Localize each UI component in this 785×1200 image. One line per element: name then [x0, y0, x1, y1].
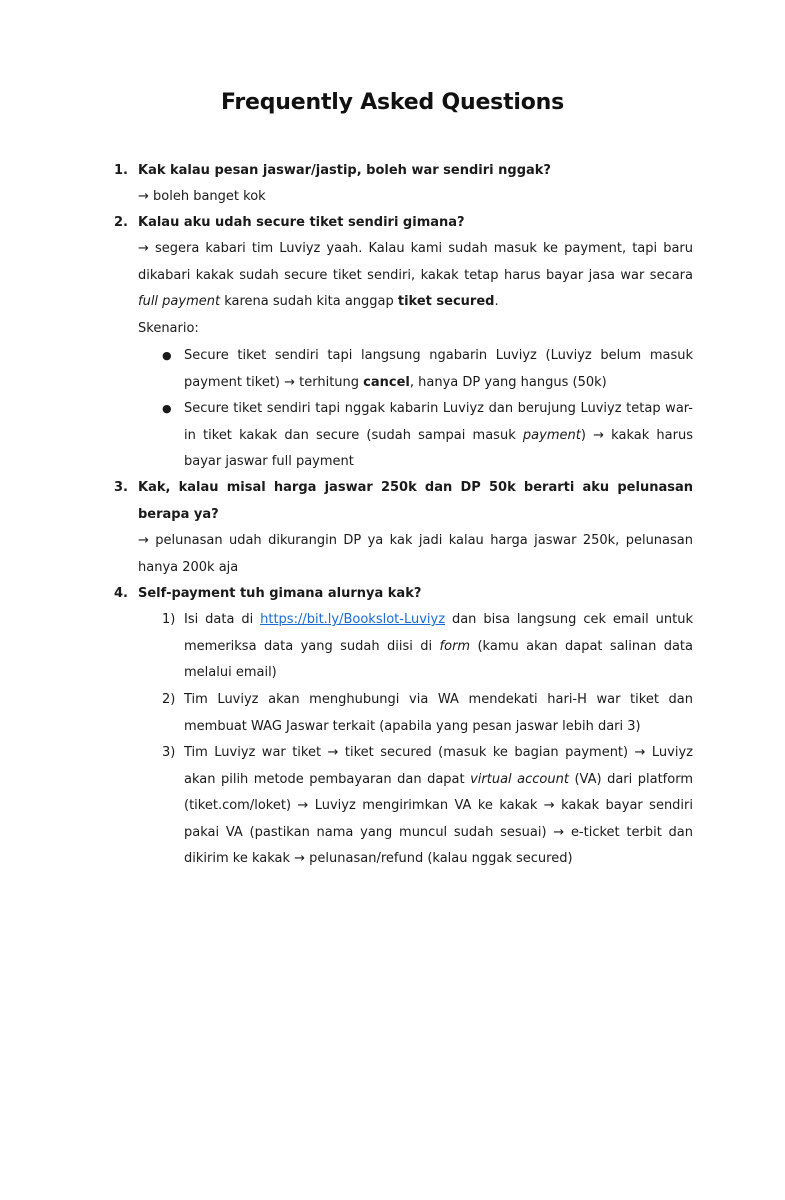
step-number: 1) — [162, 612, 176, 627]
answer-italic: full payment — [138, 294, 221, 310]
bullet-item — [184, 396, 693, 476]
bullet-marker: ● — [162, 349, 172, 362]
answer-text: → pelunasan udah dikurangin DP ya kak jadi kalau harga jaswar 250k, pelunasan hanya 200k aja — [138, 533, 693, 575]
step-segment: dan bisa langsung cek email untuk memeriksa data yang sudah diisi di — [184, 612, 694, 654]
step-segment: Isi data di — [184, 612, 261, 627]
step-number: 3) — [162, 745, 176, 760]
question-number: 3. — [114, 480, 128, 495]
bullet-segment: ) → kakak harus bayar jaswar full payment — [184, 427, 693, 470]
bullet-bold: cancel — [363, 374, 410, 390]
bullet-segment: Secure tiket sendiri tapi nggak kabarin Luviyz dan berujung Luviyz tetap war-in tiket kakak dan secure (sudah sampai masuk — [184, 401, 693, 443]
answer-text: → boleh banget kok — [138, 189, 266, 204]
step-segment: Tim Luviyz war tiket → tiket secured (masuk ke bagian payment) → Luviyz akan pilih metode pembayaran dan dapat — [184, 745, 693, 787]
step-italic: form — [439, 638, 471, 654]
question-text: Kak, kalau misal harga jaswar 250k dan DP 50k berarti aku pelunasan berapa ya? — [138, 480, 693, 522]
answer-text — [138, 236, 693, 316]
step-item: Tim Luviyz akan menghubungi via WA mendekati hari-H war tiket dan membuat WAG Jaswar terkait (apabila yang pesan jaswar lebih dari 3) — [184, 692, 693, 734]
answer-segment: . — [494, 294, 499, 310]
question-number: 1. — [114, 163, 128, 178]
bullet-segment: , hanya DP yang hangus (50k) — [409, 374, 607, 390]
question-number: 2. — [114, 215, 128, 230]
page-title: Frequently Asked Questions — [220, 90, 565, 115]
question-text: Kak kalau pesan jaswar/jastip, boleh war sendiri nggak? — [138, 163, 551, 178]
bookslot-link[interactable]: https://bit.ly/Bookslot-Luviyz — [260, 612, 446, 627]
answer-segment: karena sudah kita anggap — [220, 294, 398, 310]
step-segment: (VA) dari platform (tiket.com/loket) → Luviyz mengirimkan VA ke kakak → kakak bayar sendiri pakai VA (pastikan nama yang muncul sudah sesuai) → e-ticket terbit dan dikirim ke kakak → pelunasan/refund (kalau nggak secured) — [184, 771, 693, 867]
answer-segment: → segera kabari tim Luviyz yaah. Kalau kami sudah masuk ke payment, tapi baru dikabari kakak sudah secure tiket sendiri, kakak tetap harus bayar jasa war secara — [138, 241, 693, 283]
answer-bold: tiket secured — [397, 294, 495, 310]
step-italic: virtual account — [470, 771, 569, 787]
bullet-item — [184, 343, 693, 396]
skenario-label: Skenario: — [138, 321, 199, 336]
question-number: 4. — [114, 586, 128, 601]
step-segment: (kamu akan dapat salinan data melalui email) — [184, 638, 693, 681]
bullet-italic: payment — [522, 427, 581, 443]
step-number: 2) — [162, 692, 176, 707]
step-item — [184, 740, 693, 873]
bullet-marker: ● — [162, 402, 172, 415]
question-text: Self-payment tuh gimana alurnya kak? — [138, 586, 422, 601]
step-item — [184, 607, 693, 687]
bullet-segment: Secure tiket sendiri tapi langsung ngabarin Luviyz (Luviyz belum masuk payment tiket) → terhitung — [184, 348, 693, 390]
question-text: Kalau aku udah secure tiket sendiri gimana? — [138, 215, 465, 230]
